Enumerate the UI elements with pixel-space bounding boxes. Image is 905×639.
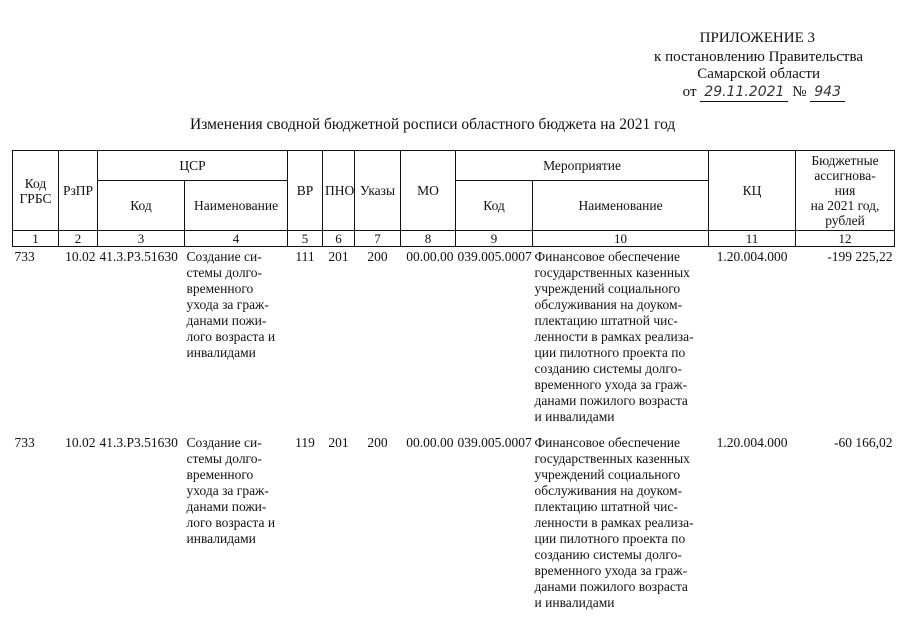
cell-event-code: 039.005.0007 [457,434,532,450]
cell-event-name: Финансовое обеспечение государственных казенных учреждений социального обслуживания на доуком- плектацию штатной чис- ленности в рамках реализа- ции пилотного проекта по созданию системы долго- временного ухода за граж- данами пожилого возраста и инвалидами [534,249,694,424]
header-event: Мероприятие [456,151,709,181]
date-prefix: от [682,84,697,100]
cell-pno: 201 [328,249,349,264]
appendix-region-line: Самарской области [697,66,820,82]
budget-changes-table [12,150,895,619]
cell-grbs: 733 [14,434,35,450]
appendix-date-number-line [683,84,845,102]
column-number: 5 [288,231,323,247]
cell-csr-code: 41.3.P3.51630 [99,249,178,264]
number-prefix: № [792,84,807,100]
header-event-name: Наименование [533,181,709,231]
decree-number: 943 [810,84,845,102]
column-number: 2 [59,231,98,247]
header-vr: ВР [288,151,323,231]
document-title: Изменения сводной бюджетной росписи областного бюджета на 2021 год [190,116,676,133]
header-kod-grbs: Код ГРБС [13,151,59,231]
column-number: 1 [13,231,59,247]
column-number: 4 [185,231,288,247]
table-row [13,247,895,433]
cell-rzpr: 10.02 [65,249,96,264]
column-number: 6 [323,231,355,247]
header-kc: КЦ [709,151,796,231]
cell-csr-code: 41.3.P3.51630 [99,434,178,450]
header-budget: Бюджетные ассигнова- ния на 2021 год, рублей [796,151,895,231]
cell-event-name: Финансовое обеспечение государственных казенных учреждений социального обслуживания на доуком- плектацию штатной чис- ленности в рамках реализа- ции пилотного проекта по созданию системы долго- временного ухода за граж- данами пожилого возраста и инвалидами [534,434,694,610]
header-csr-code: Код [98,181,185,231]
cell-mo: 00.00.00 [406,434,454,450]
cell-csr-name: Создание си- стемы долго- временного ухода за граж- данами пожи- лого возраста и инвалидами [186,434,276,546]
column-number: 8 [401,231,456,247]
header-mo: МО [401,151,456,231]
cell-csr-name: Создание си- стемы долго- временного ухода за граж- данами пожи- лого возраста и инвалидами [186,249,276,360]
cell-pno: 201 [328,434,349,450]
column-number: 3 [98,231,185,247]
header-event-code: Код [456,181,533,231]
cell-ukazy: 200 [367,249,388,264]
column-number: 12 [796,231,895,247]
appendix-title: ПРИЛОЖЕНИЕ 3 [699,30,815,46]
header-pno: ПНО [323,151,355,231]
column-number: 11 [709,231,796,247]
table-row [13,433,895,619]
decree-date: 29.11.2021 [700,84,788,102]
cell-ukazy: 200 [367,434,388,450]
appendix-decree-line: к постановлению Правительства [654,49,863,65]
header-csr: ЦСР [98,151,288,181]
column-number-row [13,231,895,247]
cell-amount: -60 166,02 [834,434,893,450]
column-number: 7 [355,231,401,247]
cell-rzpr: 10.02 [65,434,96,450]
cell-vr: 111 [295,249,315,264]
header-csr-name: Наименование [185,181,288,231]
column-number: 9 [456,231,533,247]
cell-mo: 00.00.00 [406,249,454,264]
header-rzpr: РзПР [59,151,98,231]
column-number: 10 [533,231,709,247]
cell-grbs: 733 [14,249,35,264]
cell-event-code: 039.005.0007 [457,249,532,264]
cell-kc: 1.20.004.000 [716,249,788,264]
cell-kc: 1.20.004.000 [716,434,788,450]
cell-amount: -199 225,22 [827,249,893,264]
cell-vr: 119 [295,434,315,450]
header-ukazy: Указы [355,151,401,231]
